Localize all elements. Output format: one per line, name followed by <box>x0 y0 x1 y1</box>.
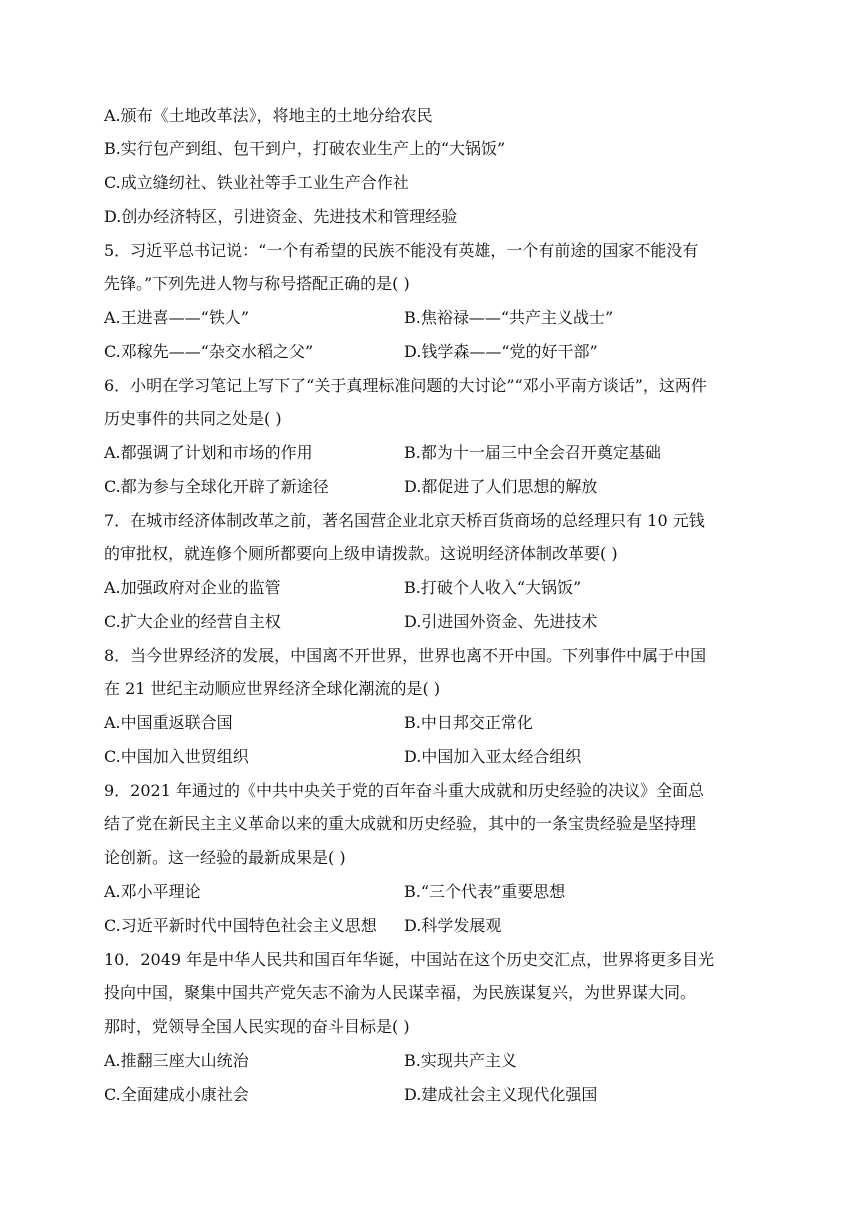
q7-option-b: B.打破个人收入“大锅饭” <box>404 578 582 597</box>
q5-option-c: C.邓稼先——“杂交水稻之父” <box>104 342 314 361</box>
q7-stem-line-2: 的审批权，就连修个厕所都要向上级申请拨款。这说明经济体制改革要( ) <box>104 544 618 563</box>
q4-option-a: A.颁布《土地改革法》，将地主的土地分给农民 <box>104 106 433 125</box>
q5-stem-line-2: 先锋。”下列先进人物与称号搭配正确的是( ) <box>104 274 410 293</box>
q5-option-a: A.王进喜——“铁人” <box>104 308 250 327</box>
q8-option-b: B.中日邦交正常化 <box>404 713 533 732</box>
q5-option-d: D.钱学森——“党的好干部” <box>404 342 598 361</box>
q5-stem-line-1: 5．习近平总书记说：“一个有希望的民族不能没有英雄，一个有前途的国家不能没有 <box>104 241 699 260</box>
q8-option-d: D.中国加入亚太经合组织 <box>404 747 582 766</box>
q8-stem-line-2: 在 21 世纪主动顺应世界经济全球化潮流的是( ) <box>104 679 441 698</box>
q7-option-c: C.扩大企业的经营自主权 <box>104 612 281 631</box>
q8-option-c: C.中国加入世贸组织 <box>104 747 249 766</box>
q9-stem-line-1: 9．2021 年通过的《中共中央关于党的百年奋斗重大成就和历史经验的决议》全面总 <box>104 781 704 800</box>
q10-option-c: C.全面建成小康社会 <box>104 1085 249 1104</box>
q10-stem-line-2: 投向中国，聚集中国共产党矢志不渝为人民谋幸福，为民族谋复兴，为世界谋大同。 <box>104 983 697 1002</box>
q4-option-c: C.成立缝纫社、铁业社等手工业生产合作社 <box>104 173 409 192</box>
q10-option-a: A.推翻三座大山统治 <box>104 1051 249 1070</box>
q9-option-d: D.科学发展观 <box>404 916 502 935</box>
q8-option-a: A.中国重返联合国 <box>104 713 233 732</box>
q7-option-d: D.引进国外资金、先进技术 <box>404 612 598 631</box>
q10-stem-line-3: 那时，党领导全国人民实现的奋斗目标是( ) <box>104 1017 410 1036</box>
q6-option-b: B.都为十一届三中全会召开奠定基础 <box>404 443 661 462</box>
q10-option-b: B.实现共产主义 <box>404 1051 517 1070</box>
q10-stem-line-1: 10．2049 年是中华人民共和国百年华诞，中国站在这个历史交汇点，世界将更多目光 <box>104 950 715 969</box>
q4-option-d: D.创办经济特区，引进资金、先进技术和管理经验 <box>104 207 458 226</box>
q7-stem-line-1: 7．在城市经济体制改革之前，著名国营企业北京天桥百货商场的总经理只有 10 元钱 <box>104 511 705 530</box>
q6-option-d: D.都促进了人们思想的解放 <box>404 477 598 496</box>
q8-stem-line-1: 8．当今世界经济的发展，中国离不开世界，世界也离不开中国。下列事件中属于中国 <box>104 646 707 665</box>
q10-option-d: D.建成社会主义现代化强国 <box>404 1085 598 1104</box>
q9-option-c: C.习近平新时代中国特色社会主义思想 <box>104 916 377 935</box>
q9-stem-line-2: 结了党在新民主主义革命以来的重大成就和历史经验，其中的一条宝贵经验是坚持理 <box>104 814 697 833</box>
q4-option-b: B.实行包产到组、包干到户，打破农业生产上的“大锅饭” <box>104 139 506 158</box>
q9-stem-line-3: 论创新。这一经验的最新成果是( ) <box>104 848 346 867</box>
q6-option-c: C.都为参与全球化开辟了新途径 <box>104 477 329 496</box>
q7-option-a: A.加强政府对企业的监管 <box>104 578 281 597</box>
q9-option-a: A.邓小平理论 <box>104 882 201 901</box>
q9-option-b: B.“三个代表”重要思想 <box>404 882 566 901</box>
q6-option-a: A.都强调了计划和市场的作用 <box>104 443 313 462</box>
q5-option-b: B.焦裕禄——“共产主义战士” <box>404 308 614 327</box>
q6-stem-line-1: 6．小明在学习笔记上写下了“关于真理标准问题的大讨论”“邓小平南方谈话”，这两件 <box>104 376 707 395</box>
q6-stem-line-2: 历史事件的共同之处是( ) <box>104 409 282 428</box>
